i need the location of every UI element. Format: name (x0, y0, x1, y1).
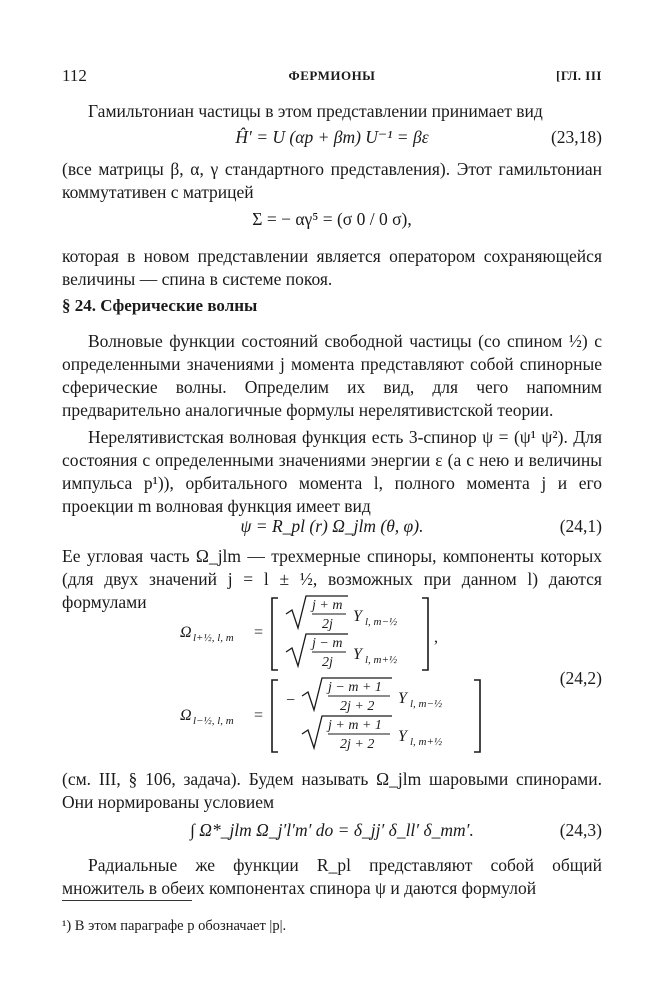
paragraph-radial: Радиальные же функции R_pl представляют собой общий множитель в обеих компонентах спинора ψ и даются формулой (62, 855, 602, 898)
svg-text:=: = (254, 624, 264, 641)
page-number: 112 (62, 66, 87, 85)
svg-text:Y: Y (353, 608, 362, 625)
paragraph-hamiltonian: Гамильтониан частицы в этом представлении принимает вид (88, 101, 543, 121)
equation-24-3-number: (24,3) (559, 820, 602, 840)
svg-text:l, m−½: l, m−½ (410, 698, 443, 710)
svg-text:Y: Y (398, 728, 407, 745)
paragraph-matrices: (все матрицы β, α, γ стандартного представления). Этот гамильтониан коммутативен с матрицей (62, 159, 602, 202)
book-page (62, 0, 602, 1000)
svg-text:j + m: j + m (312, 598, 343, 613)
svg-text:Y: Y (398, 690, 407, 707)
svg-text:2j: 2j (322, 655, 333, 670)
svg-text:j − m: j − m (312, 636, 343, 651)
svg-text:2j + 2: 2j + 2 (340, 737, 375, 752)
paragraph-angular-part: Ее угловая часть Ω_jlm — трехмерные спиноры, компоненты которых (для двух значений j = l ± ½, возможных при данном l) даются формулами (62, 546, 602, 612)
equation-23-18 (62, 127, 602, 153)
svg-text:j − m + 1: j − m + 1 (328, 680, 382, 695)
footnote-rule (62, 900, 192, 901)
svg-text:−: − (286, 692, 296, 709)
equation-24-3-text: ∫ Ω*_jlm Ω_j′l′m′ do = δ_jj′ δ_ll′ δ_mm′. (190, 820, 474, 840)
page-header (62, 66, 602, 86)
svg-text:j + m + 1: j + m + 1 (328, 718, 382, 733)
equation-24-1 (62, 516, 602, 542)
paragraph-spin: которая в новом представлении является оператором сохраняющейся величины — спина в системе покоя. (62, 246, 602, 289)
svg-text:Ω: Ω (180, 707, 192, 724)
chapter-label: [ГЛ. III (555, 68, 602, 83)
equation-24-2 (62, 592, 602, 754)
equation-24-2-number: (24,2) (559, 668, 602, 688)
equation-24-1-number: (24,1) (559, 516, 602, 536)
equation-24-2-text (62, 592, 63, 593)
svg-text:2j + 2: 2j + 2 (340, 699, 375, 714)
footnote: ¹) В этом параграфе p обозначает |p|. (62, 918, 287, 934)
paragraph-spherical-spinors: (см. III, § 106, задача). Будем называть Ω_jlm шаровыми спинорами. Они нормированы условием (62, 769, 602, 812)
svg-text:l+½, l, m: l+½, l, m (193, 632, 234, 644)
paragraph-spherical-waves: Волновые функции состояний свободной частицы (со спином ½) с определенными значениями j момента представляют собой спинорные сферические волны. Определим их вид, для чего напомним предварительно аналогичные формулы нерелятивистской теории. (62, 331, 602, 420)
equation-24-2-graphic (62, 592, 602, 754)
running-title: ФЕРМИОНЫ (288, 68, 376, 83)
equation-24-1-text: ψ = R_pl (r) Ω_jlm (θ, φ). (240, 516, 424, 536)
svg-text:Ω: Ω (180, 624, 192, 641)
equation-23-18-number: (23,18) (550, 127, 602, 147)
equation-24-3 (62, 820, 602, 846)
svg-text:l, m+½: l, m+½ (365, 654, 398, 666)
svg-text:,: , (434, 629, 438, 646)
equation-23-18-text: Ĥ′ = U (αp + βm) U⁻¹ = βε (235, 127, 429, 147)
svg-text:l, m+½: l, m+½ (410, 736, 443, 748)
svg-text:l, m−½: l, m−½ (365, 616, 398, 628)
svg-text:=: = (254, 707, 264, 724)
svg-text:2j: 2j (322, 617, 333, 632)
equation-sigma (62, 205, 602, 235)
section-heading: § 24. Сферические волны (62, 296, 258, 315)
svg-text:l−½, l, m: l−½, l, m (193, 715, 234, 727)
equation-sigma-text: Σ = − αγ⁵ = (σ 0 / 0 σ), (252, 209, 412, 229)
svg-text:Y: Y (353, 646, 362, 663)
paragraph-nonrelativistic: Нерелятивистская волновая функция есть 3-спинор ψ = (ψ¹ ψ²). Для состояния с определенными значениями энергии ε (а с нею и величины импульса p¹)), орбитального момента l, полного момента j и его проекции m волновая функция имеет вид (62, 427, 602, 516)
